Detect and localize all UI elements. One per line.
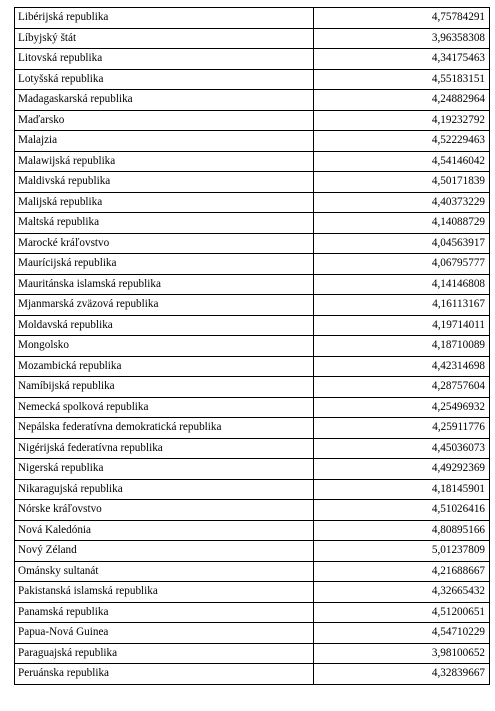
- value-cell: 4,34175463: [314, 49, 490, 70]
- table-row: [15, 69, 490, 90]
- value-cell: 4,75784291: [314, 8, 490, 29]
- value-cell: 4,51026416: [314, 500, 490, 521]
- country-name-cell: Maltská republika: [15, 213, 314, 234]
- table-row: [15, 315, 490, 336]
- table-row: [15, 582, 490, 603]
- table-row: [15, 131, 490, 152]
- country-name-cell: Mjanmarská zväzová republika: [15, 295, 314, 316]
- country-name-cell: Pakistanská islamská republika: [15, 582, 314, 603]
- table-row: [15, 561, 490, 582]
- country-name-cell: Papua-Nová Guinea: [15, 623, 314, 644]
- country-name-cell: Nový Zéland: [15, 541, 314, 562]
- table-row: [15, 479, 490, 500]
- value-cell: 4,04563917: [314, 233, 490, 254]
- table-row: [15, 623, 490, 644]
- country-name-cell: Malijská republika: [15, 192, 314, 213]
- country-name-cell: Moldavská republika: [15, 315, 314, 336]
- value-cell: 4,40373229: [314, 192, 490, 213]
- country-name-cell: Nemecká spolková republika: [15, 397, 314, 418]
- value-cell: 4,14088729: [314, 213, 490, 234]
- table-row: [15, 233, 490, 254]
- country-name-cell: Libérijská republika: [15, 8, 314, 29]
- country-name-cell: Nová Kaledónia: [15, 520, 314, 541]
- table-row: [15, 418, 490, 439]
- country-name-cell: Maldivská republika: [15, 172, 314, 193]
- value-cell: 4,18710089: [314, 336, 490, 357]
- value-cell: 4,25496932: [314, 397, 490, 418]
- table-row: [15, 500, 490, 521]
- table-row: [15, 192, 490, 213]
- country-name-cell: Nigerská republika: [15, 459, 314, 480]
- value-cell: 4,25911776: [314, 418, 490, 439]
- table-row: [15, 664, 490, 685]
- value-cell: 4,28757604: [314, 377, 490, 398]
- country-name-cell: Mozambická republika: [15, 356, 314, 377]
- table-row: [15, 213, 490, 234]
- value-cell: 3,96358308: [314, 28, 490, 49]
- country-name-cell: Nepálska federatívna demokratická republika: [15, 418, 314, 439]
- value-cell: 4,55183151: [314, 69, 490, 90]
- value-cell: 4,32665432: [314, 582, 490, 603]
- table-row: [15, 397, 490, 418]
- value-cell: 4,49292369: [314, 459, 490, 480]
- value-cell: 4,19232792: [314, 110, 490, 131]
- value-cell: 4,19714011: [314, 315, 490, 336]
- value-cell: 4,16113167: [314, 295, 490, 316]
- country-name-cell: Maďarsko: [15, 110, 314, 131]
- table-row: [15, 8, 490, 29]
- value-cell: 4,50171839: [314, 172, 490, 193]
- country-name-cell: Nórske kráľovstvo: [15, 500, 314, 521]
- table-row: [15, 295, 490, 316]
- country-name-cell: Mauritánska islamská republika: [15, 274, 314, 295]
- table-row: [15, 459, 490, 480]
- table-row: [15, 151, 490, 172]
- value-cell: 4,42314698: [314, 356, 490, 377]
- value-cell: 4,52229463: [314, 131, 490, 152]
- value-cell: 3,98100652: [314, 643, 490, 664]
- table-row: [15, 254, 490, 275]
- table-row: [15, 377, 490, 398]
- value-cell: 4,06795777: [314, 254, 490, 275]
- country-name-cell: Panamská republika: [15, 602, 314, 623]
- table-row: [15, 520, 490, 541]
- country-name-cell: Mongolsko: [15, 336, 314, 357]
- value-cell: 5,01237809: [314, 541, 490, 562]
- value-cell: 4,80895166: [314, 520, 490, 541]
- table-row: [15, 602, 490, 623]
- country-name-cell: Peruánska republika: [15, 664, 314, 685]
- country-name-cell: Madagaskarská republika: [15, 90, 314, 111]
- table-row: [15, 541, 490, 562]
- value-cell: 4,51200651: [314, 602, 490, 623]
- table-row: [15, 336, 490, 357]
- table-row: [15, 110, 490, 131]
- value-cell: 4,14146808: [314, 274, 490, 295]
- table-row: [15, 172, 490, 193]
- country-name-cell: Malajzia: [15, 131, 314, 152]
- value-cell: 4,24882964: [314, 90, 490, 111]
- table-row: [15, 28, 490, 49]
- country-name-cell: Marocké kráľovstvo: [15, 233, 314, 254]
- value-cell: 4,18145901: [314, 479, 490, 500]
- value-cell: 4,54146042: [314, 151, 490, 172]
- country-name-cell: Lotyšská republika: [15, 69, 314, 90]
- table-row: [15, 274, 490, 295]
- table-body: [15, 8, 490, 685]
- country-name-cell: Paraguajská republika: [15, 643, 314, 664]
- value-cell: 4,54710229: [314, 623, 490, 644]
- table-row: [15, 90, 490, 111]
- table-row: [15, 356, 490, 377]
- country-name-cell: Maurícijská republika: [15, 254, 314, 275]
- value-cell: 4,21688667: [314, 561, 490, 582]
- country-value-table: [14, 7, 490, 685]
- country-name-cell: Namíbijská republika: [15, 377, 314, 398]
- value-cell: 4,45036073: [314, 438, 490, 459]
- table-row: [15, 643, 490, 664]
- table-row: [15, 49, 490, 70]
- country-name-cell: Nigérijská federatívna republika: [15, 438, 314, 459]
- country-name-cell: Líbyjský štát: [15, 28, 314, 49]
- value-cell: 4,32839667: [314, 664, 490, 685]
- country-name-cell: Ománsky sultanát: [15, 561, 314, 582]
- table-row: [15, 438, 490, 459]
- country-name-cell: Malawijská republika: [15, 151, 314, 172]
- country-name-cell: Litovská republika: [15, 49, 314, 70]
- country-name-cell: Nikaragujská republika: [15, 479, 314, 500]
